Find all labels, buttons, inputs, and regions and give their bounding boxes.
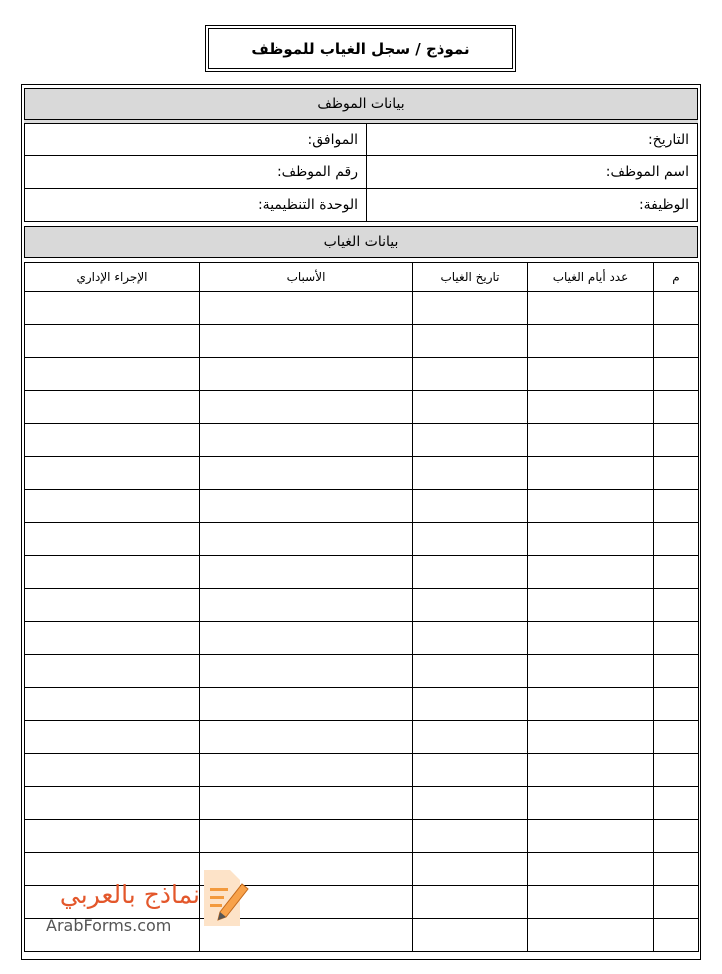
hijri-date-label: الموافق: [307,131,358,148]
table-cell[interactable] [413,325,528,358]
table-cell[interactable] [654,853,699,886]
table-cell[interactable] [528,490,654,523]
table-cell[interactable] [413,886,528,919]
table-cell[interactable] [528,358,654,391]
table-cell[interactable] [25,688,200,721]
table-cell[interactable] [528,688,654,721]
form-title: نموذج / سجل الغياب للموظف [208,28,513,69]
table-cell[interactable] [654,556,699,589]
table-cell[interactable] [654,820,699,853]
table-cell[interactable] [25,457,200,490]
table-cell[interactable] [200,688,413,721]
table-cell[interactable] [654,787,699,820]
date-label: التاريخ: [366,124,697,155]
table-row [25,688,699,721]
form-title-box [205,25,516,72]
table-row [25,457,699,490]
table-cell[interactable] [654,424,699,457]
table-cell[interactable] [654,523,699,556]
table-cell[interactable] [200,424,413,457]
table-cell[interactable] [25,490,200,523]
table-row [25,754,699,787]
table-row [25,325,699,358]
table-cell[interactable] [413,820,528,853]
employee-name-label: اسم الموظف: [366,156,697,188]
table-cell[interactable] [528,325,654,358]
table-cell[interactable] [413,787,528,820]
table-cell[interactable] [528,523,654,556]
watermark-brand: نماذج بالعربي [59,880,200,909]
table-cell[interactable] [654,589,699,622]
table-cell[interactable] [528,556,654,589]
table-cell[interactable] [25,556,200,589]
table-cell[interactable] [413,622,528,655]
table-cell[interactable] [654,325,699,358]
table-row [25,556,699,589]
table-cell[interactable] [200,556,413,589]
employee-section-header: بيانات الموظف [24,88,698,120]
table-cell[interactable] [200,292,413,325]
table-cell[interactable] [200,457,413,490]
table-cell[interactable] [528,457,654,490]
table-cell[interactable] [25,523,200,556]
table-row [25,292,699,325]
table-cell[interactable] [528,391,654,424]
table-cell[interactable] [528,622,654,655]
table-cell[interactable] [200,358,413,391]
table-cell[interactable] [200,490,413,523]
table-cell[interactable] [25,754,200,787]
employee-number-label: رقم الموظف: [276,164,358,180]
table-cell[interactable] [200,820,413,853]
table-cell[interactable] [25,820,200,853]
table-cell[interactable] [25,787,200,820]
table-cell[interactable] [413,358,528,391]
table-cell[interactable] [413,292,528,325]
absence-table [24,262,699,952]
table-row [25,523,699,556]
table-cell[interactable] [25,655,200,688]
table-cell[interactable] [654,919,699,952]
table-cell[interactable] [413,424,528,457]
table-cell[interactable] [654,754,699,787]
table-cell[interactable] [413,391,528,424]
table-cell[interactable] [200,391,413,424]
table-cell[interactable] [654,490,699,523]
table-cell[interactable] [528,919,654,952]
table-cell[interactable] [25,622,200,655]
arabforms-watermark [30,866,250,942]
table-cell[interactable] [25,589,200,622]
table-row [25,490,699,523]
table-cell[interactable] [413,457,528,490]
col-reasons: الأسباب [200,263,413,292]
table-cell[interactable] [654,391,699,424]
table-row [25,820,699,853]
absence-section-header: بيانات الغياب [24,226,698,258]
table-cell[interactable] [25,391,200,424]
table-row [25,721,699,754]
table-row [25,589,699,622]
table-cell[interactable] [528,787,654,820]
watermark-site: ArabForms.com [46,916,172,935]
table-row [25,655,699,688]
table-cell[interactable] [654,721,699,754]
table-cell[interactable] [25,424,200,457]
table-row [25,622,699,655]
table-row [25,787,699,820]
table-cell[interactable] [25,292,200,325]
table-cell[interactable] [413,655,528,688]
table-cell[interactable] [654,886,699,919]
table-cell[interactable] [25,358,200,391]
col-days-count: عدد أيام الغياب [528,263,654,292]
table-row [25,424,699,457]
table-cell[interactable] [654,622,699,655]
job-title-label: الوظيفة: [366,189,697,221]
table-cell[interactable] [413,688,528,721]
table-cell[interactable] [25,325,200,358]
info-row-employee [24,156,698,189]
table-cell[interactable] [200,589,413,622]
table-cell[interactable] [654,688,699,721]
table-cell[interactable] [413,754,528,787]
table-cell[interactable] [654,358,699,391]
org-unit-label: الوحدة التنظيمية: [257,197,358,213]
absence-table-header [25,263,699,292]
table-cell[interactable] [200,655,413,688]
table-cell[interactable] [200,325,413,358]
table-cell[interactable] [528,754,654,787]
table-cell[interactable] [413,919,528,952]
table-cell[interactable] [200,523,413,556]
table-cell[interactable] [528,589,654,622]
table-cell[interactable] [528,853,654,886]
table-cell[interactable] [528,886,654,919]
table-cell[interactable] [413,589,528,622]
table-cell[interactable] [413,523,528,556]
table-cell[interactable] [528,721,654,754]
table-cell[interactable] [654,655,699,688]
table-cell[interactable] [200,754,413,787]
pencil-document-icon [200,868,250,928]
table-cell[interactable] [528,655,654,688]
table-cell[interactable] [654,292,699,325]
col-index: م [654,263,699,292]
table-cell[interactable] [413,490,528,523]
info-row-job [24,189,698,222]
table-cell[interactable] [528,820,654,853]
table-row [25,358,699,391]
info-row-date [24,123,698,156]
table-cell[interactable] [200,787,413,820]
table-cell[interactable] [25,721,200,754]
table-cell[interactable] [200,721,413,754]
col-admin-action: الإجراء الإداري [25,263,200,292]
table-cell[interactable] [654,457,699,490]
col-absence-date: تاريخ الغياب [413,263,528,292]
table-cell[interactable] [200,622,413,655]
table-cell[interactable] [413,556,528,589]
table-cell[interactable] [528,424,654,457]
table-row [25,391,699,424]
table-cell[interactable] [413,721,528,754]
table-cell[interactable] [528,292,654,325]
table-cell[interactable] [413,853,528,886]
